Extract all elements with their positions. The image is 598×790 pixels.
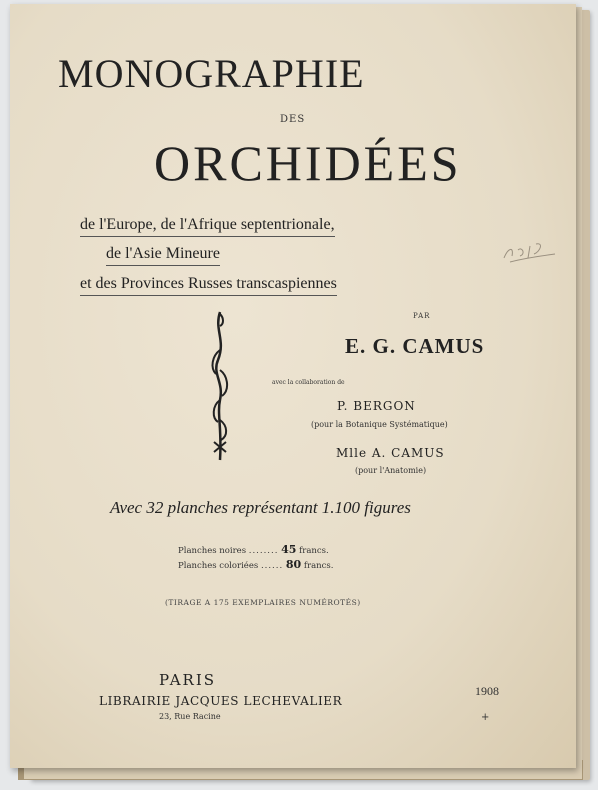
publisher-name: LIBRAIRIE JACQUES LECHEVALIER: [99, 694, 343, 708]
price-unit: francs.: [299, 546, 329, 556]
collaborator-camus-role: (pour l'Anatomie): [355, 466, 427, 475]
publication-year: 1908: [475, 684, 499, 698]
price-row-black: [178, 543, 329, 556]
price-row-colored: [178, 558, 333, 571]
price-dots: ........: [248, 546, 279, 556]
cross-mark-icon: +: [481, 712, 490, 723]
pencil-annotation-icon: [500, 236, 560, 266]
title-des: DES: [280, 114, 306, 125]
collaborator-bergon-role: (pour la Botanique Systématique): [311, 420, 448, 429]
plates-statement: Avec 32 planches représentant 1.100 figures: [110, 498, 411, 517]
print-run-note: (TIRAGE A 175 EXEMPLAIRES NUMÉROTÉS): [165, 598, 361, 607]
price-value: 45: [281, 543, 297, 556]
price-label: Planches coloriées: [178, 561, 259, 571]
price-value: 80: [285, 558, 302, 571]
collaboration-note: avec la collaboration de: [272, 379, 345, 386]
floral-ornament-icon: [208, 310, 232, 470]
subtitle-line1: de l'Europe, de l'Afrique septentrionale,: [80, 216, 335, 237]
par-label: PAR: [413, 312, 431, 320]
subtitle-line2: de l'Asie Mineure: [106, 245, 220, 266]
title-line1: MONOGRAPHIE: [58, 51, 365, 96]
publication-city: PARIS: [159, 671, 217, 689]
price-dots: ......: [260, 561, 284, 571]
title-page: [10, 4, 576, 768]
price-label: Planches noires: [178, 546, 247, 556]
subtitle-line3: et des Provinces Russes transcaspiennes: [80, 275, 337, 296]
collaborator-camus: Mlle A. CAMUS: [336, 446, 445, 460]
title-line2: ORCHIDÉES: [154, 135, 462, 191]
collaborator-bergon: P. BERGON: [337, 399, 416, 413]
price-unit: francs.: [303, 561, 334, 571]
author-name: E. G. CAMUS: [345, 334, 485, 358]
publisher-address: 23, Rue Racine: [159, 712, 221, 721]
